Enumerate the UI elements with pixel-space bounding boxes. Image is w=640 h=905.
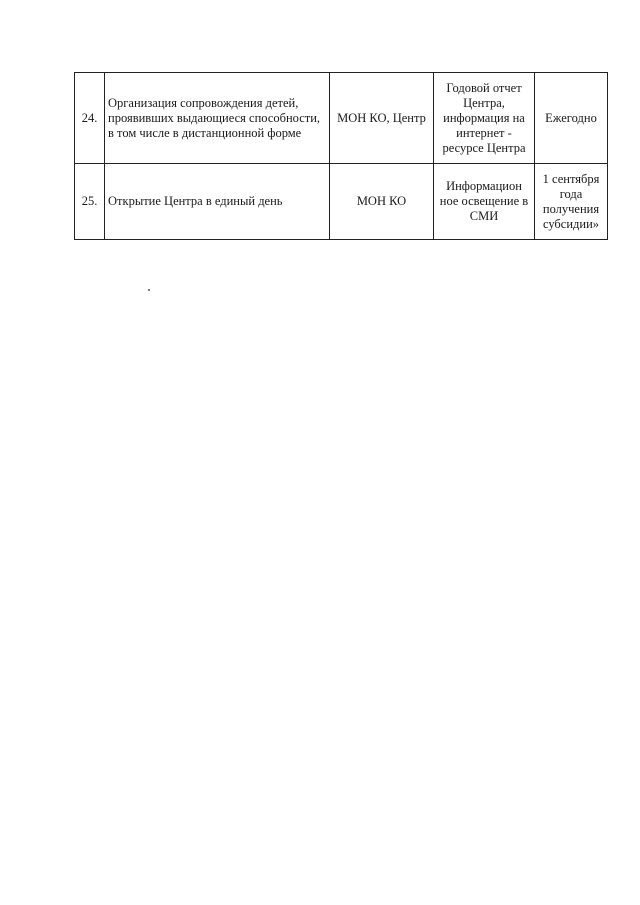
responsible-party: МОН КО, Центр [330, 73, 434, 164]
row-number: 24. [75, 73, 105, 164]
row-number: 25. [75, 164, 105, 240]
report-form: Годовой отчет Центра, информация на интернет - ресурсе Центра [434, 73, 535, 164]
scan-speck [148, 289, 150, 291]
deadline: 1 сентября года получения субсидии» [535, 164, 608, 240]
responsible-party: МОН КО [330, 164, 434, 240]
plan-table [74, 72, 608, 240]
activity-name: Организация сопровождения детей, проявивших выдающиеся способности, в том числе в дистанционной форме [105, 73, 330, 164]
report-form: Информацион ное освещение в СМИ [434, 164, 535, 240]
table-row [75, 164, 608, 240]
activity-name: Открытие Центра в единый день [105, 164, 330, 240]
deadline: Ежегодно [535, 73, 608, 164]
table-row [75, 73, 608, 164]
